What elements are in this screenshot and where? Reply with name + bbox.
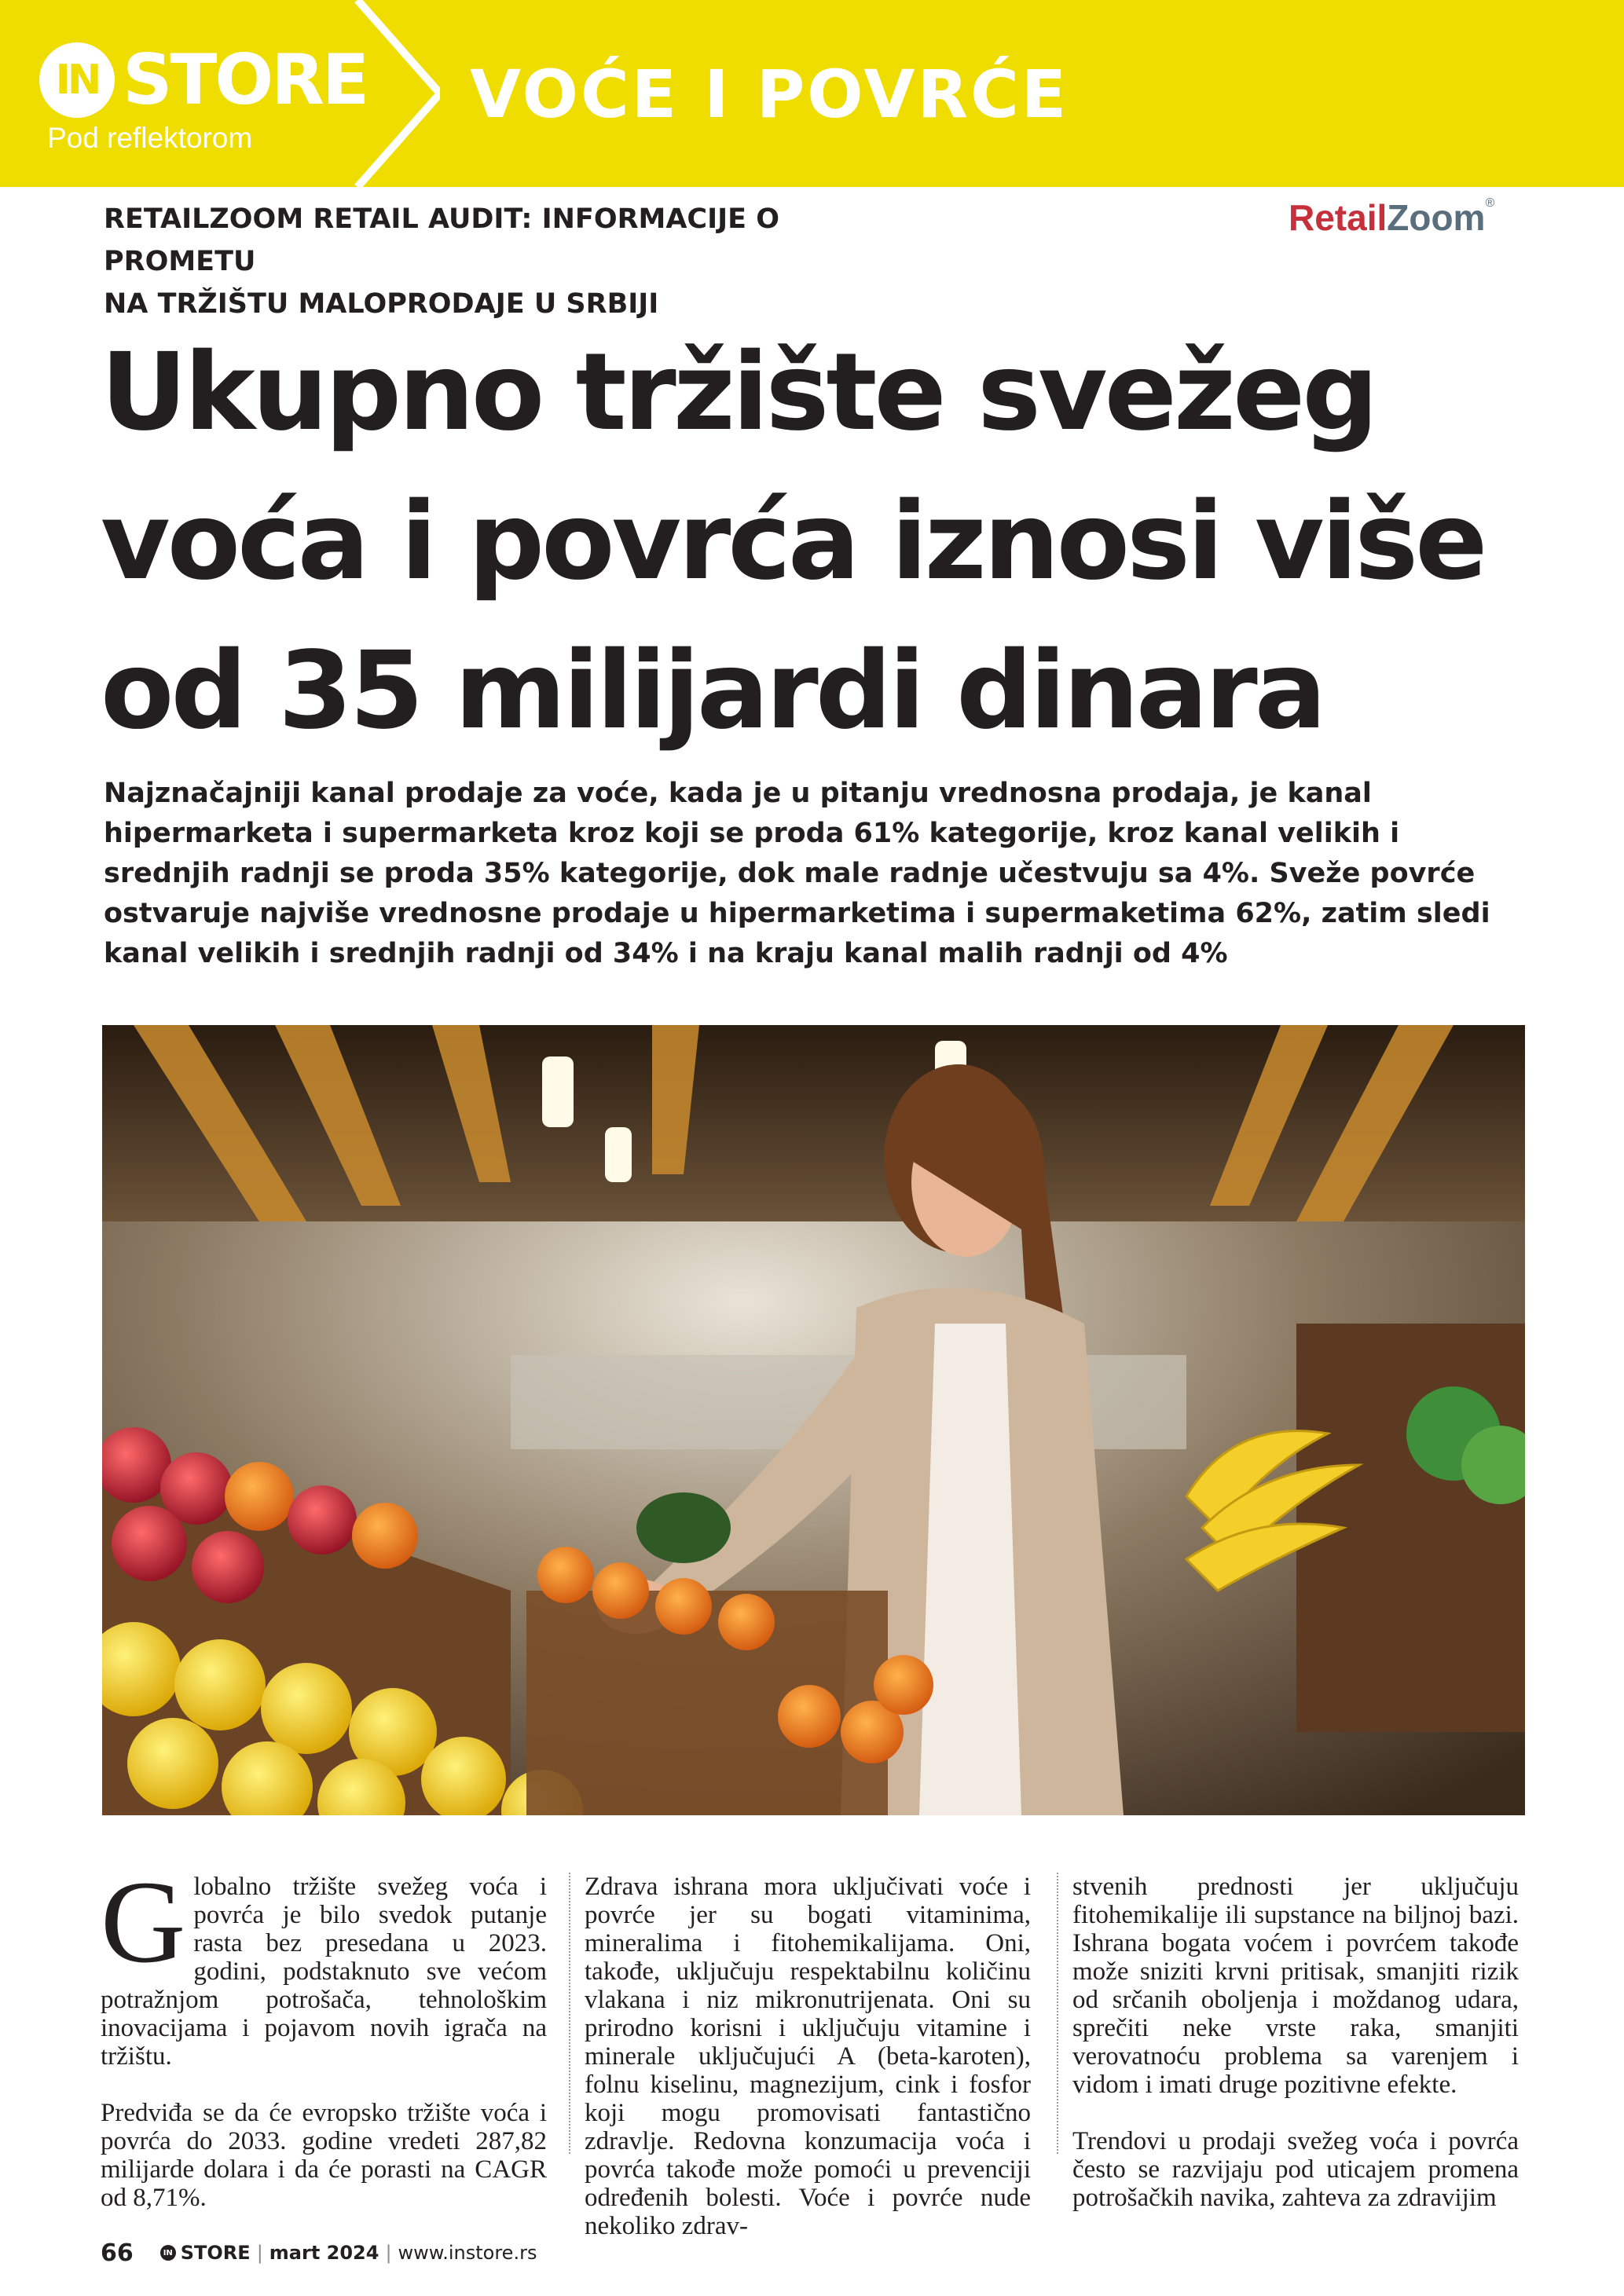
instore-logo xyxy=(39,41,367,119)
page-number: 66 xyxy=(101,2239,134,2267)
paragraph-4: stvenih prednosti jer uključuju fitohemikalije ili supstance na biljnoj bazi. Ishrana bogata voćem i povrćem takođe može sniziti krvni pritisak, smanjiti rizik od srčanih oboljenja i moždanog udara, sprečiti neke vrste raka, smanjiti verovatnoću problema sa varenjem i vidom i imati druge pozitivne efekte. xyxy=(1072,1873,1519,2099)
brand-part-1: Retail xyxy=(1289,197,1388,238)
drop-cap: G xyxy=(101,1857,186,1987)
page-footer xyxy=(101,2237,537,2269)
body-column-3 xyxy=(1072,1873,1519,2212)
body-column-2 xyxy=(585,1873,1031,2240)
logo-store-text: STORE xyxy=(123,39,368,120)
website-link[interactable]: www.instore.rs xyxy=(398,2242,537,2264)
headline-line-1: Ukupno tržište svežeg xyxy=(101,331,1376,455)
paragraph-1: Globalno tržište svežeg voća i povrća je bilo svedok putanje rasta bez presedana u 2023. godini, podstaknuto sve većom potražnjom potrošača, tehnološkim inovacijama i pojavom novih igrača na tržištu. xyxy=(101,1857,547,2071)
retailzoom-logo xyxy=(1289,196,1494,239)
issue-date: mart 2024 xyxy=(269,2242,379,2264)
paragraph-5: Trendovi u prodaji svežeg voća i povrća često se razvijaju pod uticajem promena potrošačkih navika, zahteva za zdravijim xyxy=(1072,2127,1519,2212)
headline-line-3: od 35 milijardi dinara xyxy=(101,629,1324,753)
paragraph-3: Zdrava ishrana mora uključivati voće i povrće jer su bogati vitaminima, mineralima i fitohemikalijama. Oni, takođe, uključuju respektabilnu količinu vlakana i niz mikronutrijenata. Oni su prirodno korisni i uključuju vitamine i minerale uključujući A (beta-karoten), folnu kiselinu, magnezijum, cink i fosfor koji mogu promovisati fantastično zdravlje. Redovna konzumacija voća i povrća takođe može pomoći u prevenciji određenih bolesti. Voće i povrće nude nekoliko zdrav- xyxy=(585,1873,1031,2240)
headline-line-2: voća i povrća iznosi više xyxy=(101,480,1485,604)
section-title: VOĆE I POVRĆE xyxy=(470,56,1069,133)
supermarket-produce-illustration xyxy=(102,1025,1525,1815)
paragraph-2: Predviđa se da će evropsko tržište voća i povrća do 2033. godine vredeti 287,82 milijarde dolara i da će porasti na CAGR od 8,71%. xyxy=(101,2099,547,2212)
kicker xyxy=(104,198,889,325)
footer-logo: IN STORE xyxy=(160,2242,251,2264)
kicker-line-1: RETAILZOOM RETAIL AUDIT: INFORMACIJE O PROMETU xyxy=(104,203,780,277)
column-divider xyxy=(1057,1873,1058,2154)
article-photo xyxy=(102,1025,1525,1815)
body-column-1 xyxy=(101,1857,547,2212)
brand-registered-mark: ® xyxy=(1485,196,1495,210)
footer-separator: | xyxy=(256,2242,263,2264)
footer-separator: | xyxy=(385,2242,392,2264)
kicker-line-2: NA TRŽIŠTU MALOPRODAJE U SRBIJI xyxy=(104,288,659,320)
column-divider xyxy=(569,1873,570,2154)
header-band xyxy=(0,0,1624,187)
logo-subtitle: Pod reflektorom xyxy=(47,122,253,154)
logo-in-mark: IN xyxy=(39,42,115,118)
lead-paragraph: Najznačajniji kanal prodaje za voće, kada je u pitanju vrednosna prodaja, je kanal hipermarketa i supermarketa kroz koji se proda 61% kategorije, kroz kanal velikih i srednjih radnji se proda 35% kategorije, dok male radnje učestvuju sa 4%. Sveže povrće ostvaruje najviše vrednosne prodaje u hipermarketima i supermaketima 62%, zatim sledi kanal velikih i srednjih radnji od 34% i na kraju kanal malih radnji od 4% xyxy=(104,778,1490,969)
headline xyxy=(101,318,1562,766)
brand-part-2: Zoom xyxy=(1387,197,1486,238)
